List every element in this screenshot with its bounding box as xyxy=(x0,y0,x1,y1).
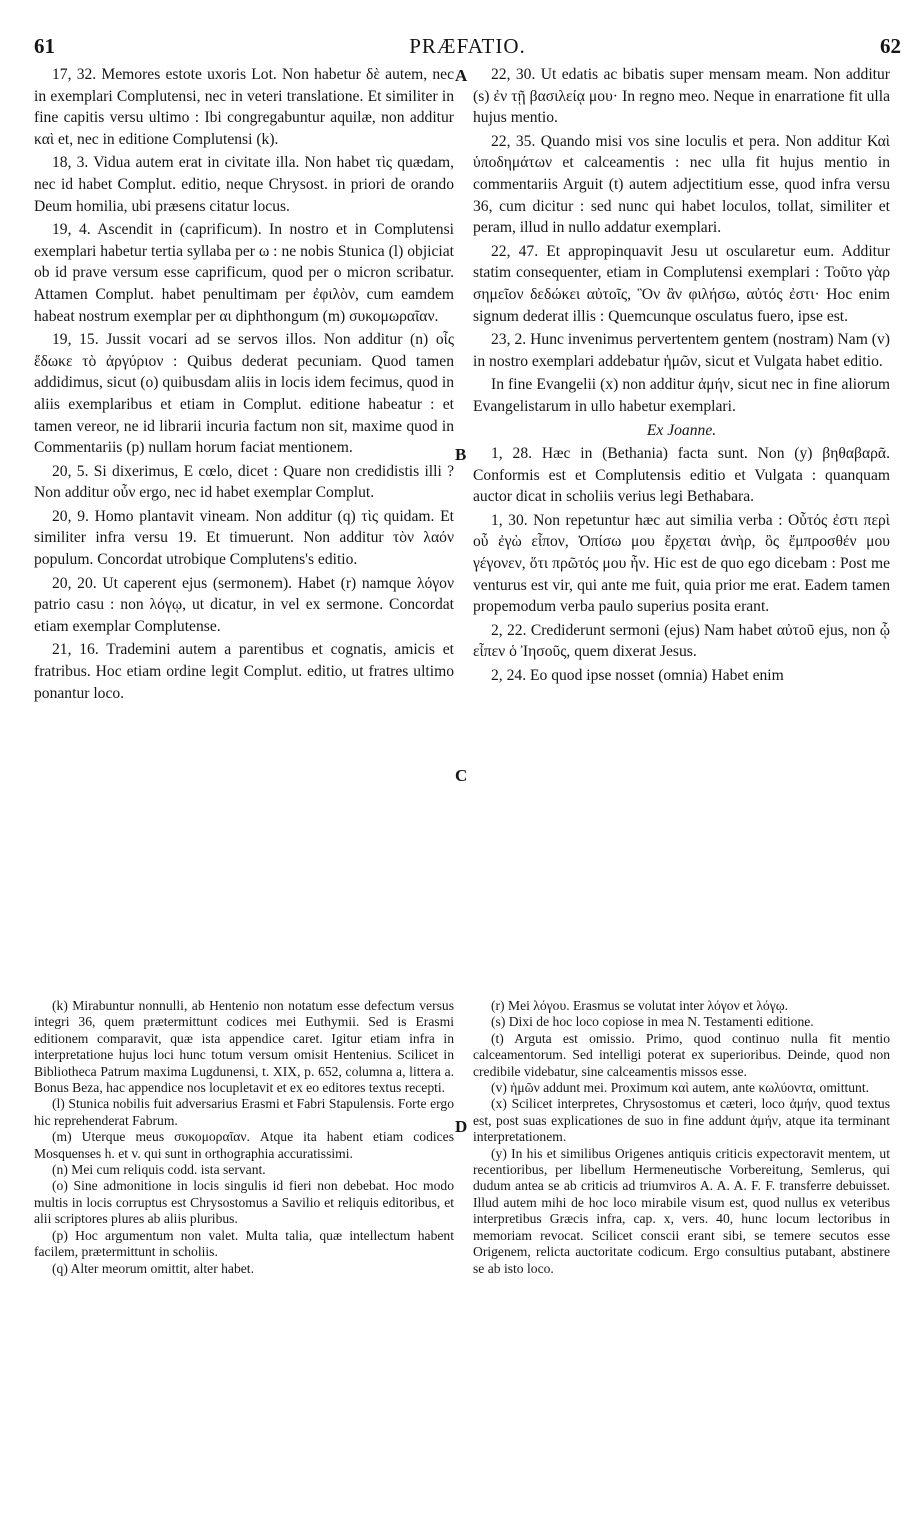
paragraph: 20, 20. Ut caperent ejus (sermonem). Habet (r) namque λόγον patrio casu : non λόγῳ, ut dicatur, in vel ex sermone. Concordat etiam exemplar Complutense. xyxy=(34,574,454,635)
footnote: (k) Mirabuntur nonnulli, ab Hentenio non notatum esse defectum versus integri 36, quem prætermittunt codices mei Euthymii. Sed is Erasmi editionem comparavit, quæ ista appendice caret. Igitur etiam infra in interpretatione hujus loci hunc totum versum omisit Hentenius. Scilicet in Bibliotheca Patrum maxima Lugdunensi, t. XIX, p. 652, columna a, littera a. Bonus Beza, hac appendice nos locupletavit et ex eo editores textus recepti. xyxy=(34,998,454,1096)
paragraph: 2, 24. Eo quod ipse nosset (omnia) Habet enim xyxy=(491,667,784,685)
paragraph: 19, 4. Ascendit in (caprificum). In nostro et in Complutensi exemplari habetur tertia syllaba per ω : ne nobis Stunica (l) objiciat ob id prave versum esse caprificum, quod per o micron scribatur. Attamen Complut. habet penultimam per ἐφιλὸν, cum eamdem habeat nostrum exemplar per αι diphthongum (m) συκομωραῖαν. xyxy=(34,221,454,325)
footnote: (p) Hoc argumentum non valet. Multa talia, quæ intellectum habent facilem, prætermittunt in scholiis. xyxy=(34,1227,454,1260)
paragraph: 22, 30. Ut edatis ac bibatis super mensam meam. Non additur (s) ἐν τῇ βασιλείᾳ μου· In regno meo. Neque in enarratione fit ulla hujus mentio. xyxy=(473,66,890,127)
paragraph: 18, 3. Vidua autem erat in civitate illa. Non habet τὶς quædam, nec id habet Complut. editio, neque Chrysost. in priori de orando Deum homilia, ubi præsens citatur locus. xyxy=(34,154,454,215)
margin-marker-a: A xyxy=(455,66,468,85)
footnotes-right-column xyxy=(473,998,890,1277)
footnote: (s) Dixi de hoc loco copiose in mea N. Testamenti editione. xyxy=(491,1014,814,1030)
main-text-left-column xyxy=(34,64,454,706)
paragraph: 22, 47. Et appropinquavit Jesu ut oscularetur eum. Additur statim consequenter, etiam in Complutensi exemplari : Τοῦτο γὰρ σημεῖον δεδώκει αὐτοῖς, Ὃν ἂν φιλήσω, αὐτός ἐστι· Hoc enim signum dederat illis : Quemcunque osculatus fuero, ipse est. xyxy=(473,242,890,325)
paragraph: 23, 2. Hunc invenimus pervertentem gentem (nostram) Nam (v) in nostro exemplari addebatur ἡμῶν, sicut et Vulgata habet editio. xyxy=(473,331,890,370)
paragraph: 17, 32. Memores estote uxoris Lot. Non habetur δὲ autem, nec in exemplari Complutensi, nec in veteri translatione. Et similiter in fine capitis versu ultimo : Ibi congregabuntur aquilæ, non additur καὶ et, nec in editione Complutensi (k). xyxy=(34,66,454,148)
margin-marker-d: D xyxy=(455,1117,468,1136)
footnote: (y) In his et similibus Origenes antiquis criticis expectoravit mentem, ut recentioribus, per libellum Hermeneutische Vorbereitung, Semlerus, qui dudum antea se ab criticis ad triumviros A. A. A. F. F. transferre debuisset. Illud autem mihi de hoc loco mirabile visum est, quod nullus ex veteribus interpretibus Græcis infra, cap. x, vers. 40, hunc locum lectoribus in memoriam revocat. Scilicet conscii erant sibi, se temere secutos esse Origenem, relicta auctoritate codicum. Ergo consultius putabant, abstinere se ab isto loco. xyxy=(473,1145,890,1276)
paragraph: 20, 5. Si dixerimus, E cœlo, dicet : Quare non credidistis illi ? Non additur οὖν ergo, nec id habet exemplar Complut. xyxy=(34,462,454,502)
footnote: (m) Uterque meus συκομοραῖαν. Atque ita habent etiam codices Mosquenses h. et v. qui sunt in orthographia accuratissimi. xyxy=(34,1129,454,1161)
footnote: (o) Sine admonitione in locis singulis id fieri non debebat. Hoc modo multis in locis corruptus est Chrysostomus a Savilio et reliquis editoribus, et alii scriptores plures ab aliis pluribus. xyxy=(34,1178,454,1227)
footnote: (l) Stunica nobilis fuit adversarius Erasmi et Fabri Stapulensis. Forte ergo hic reprehenderat Fabrum. xyxy=(34,1096,454,1128)
footnote: (r) Mei λόγου. Erasmus se volutat inter λόγον et λόγῳ. xyxy=(491,998,789,1013)
section-heading: Ex Joanne. xyxy=(646,421,717,439)
margin-marker-b: B xyxy=(455,445,467,464)
main-text-right-column xyxy=(473,64,890,689)
paragraph: 19, 15. Jussit vocari ad se servos illos. Non additur (n) οἷς ἔδωκε τὸ ἀργύριον : Quibus dederat pecuniam. Quod tamen addidimus, sicut (o) quibusdam aliis in locis idem fecimus, quod in aliis exemplaribus et etiam in Complut. editione habeatur : et tamen vereor, ne id librarii incuria factum non sit, maxime quod in Commentariis (p) nullam horum faciat mentionem. xyxy=(34,331,454,457)
paragraph: 21, 16. Trademini autem a parentibus et cognatis, amicis et fratribus. Hoc etiam ordine legit Complut. editio, ut fratres ultimo ponantur loco. xyxy=(34,641,454,702)
footnote: (n) Mei cum reliquis codd. ista servant. xyxy=(52,1162,266,1178)
footnote: (v) ἡμῶν addunt mei. Proximum καὶ autem, ante κωλύοντα, omittunt. xyxy=(491,1080,870,1096)
paragraph: In fine Evangelii (x) non additur ἀμήν, sicut nec in fine aliorum Evangelistarum in ullo habetur exemplari. xyxy=(473,376,890,415)
paragraph: 20, 9. Homo plantavit vineam. Non additur (q) τὶς quidam. Et similiter infra versu 19. Et timuerunt. Non additur τὸν λαόν populum. Concordat utrobique Complutens's editio. xyxy=(34,507,454,569)
paragraph: 1, 30. Non repetuntur hæc aut similia verba : Οὗτός ἐστι περὶ οὗ ἐγὼ εἶπον, Ὀπίσω μου ἔρχεται ἀνὴρ, ὃς ἔμπροσθέν μου γέγονεν, ὅτι πρῶτός μου ἦν. Hic est de quo ego dicebam : Post me venturus est vir, qui ante me fuit, quia prior me erat. Eadem tamen propemodum verba paulo superius posita erant. xyxy=(473,511,890,616)
paragraph: 1, 28. Hæc in (Bethania) facta sunt. Non (y) βηθαβαρᾶ. Conformis est et Complutensis editio et Vulgata : quanquam auctor dicat in scholiis verius legi Bethabara. xyxy=(473,445,890,506)
footnote: (q) Alter meorum omittit, alter habet. xyxy=(52,1260,254,1276)
page-number-left: 61 xyxy=(34,34,55,58)
footnotes-left-column xyxy=(34,998,454,1277)
paragraph: 2, 22. Crediderunt sermoni (ejus) Nam habet αὐτοῦ ejus, non ᾧ εἶπεν ὁ Ἰησοῦς, quem dixerat Jesus. xyxy=(473,621,890,661)
page-header xyxy=(34,34,901,60)
paragraph: 22, 35. Quando misi vos sine loculis et pera. Non additur Καὶ ὑποδημάτων et calceamentis : nec ulla fit hujus mentio in commentariis Arguit (t) autem adjectitium esse, quod infra versu 36, cum dicitur : sed nunc qui habet loculos, tollat, similiter et peram, illud in nullo addatur exemplari. xyxy=(473,132,890,237)
page-number-right: 62 xyxy=(880,34,901,58)
footnote: (x) Scilicet interpretes, Chrysostomus et cæteri, loco ἀμήν, quod textus est, post suas explicationes de suo in fine addunt ἀμήν, atque ita terminant interpretationem. xyxy=(473,1096,890,1145)
running-head: PRÆFATIO. xyxy=(409,34,526,58)
margin-marker-c: C xyxy=(455,766,468,785)
footnote: (t) Arguta est omissio. Primo, quod continuo nulla fit mentio calceamentorum. Sed intelligi poterat ex superioribus. Deinde, quod non credibile videbatur, sine calceamentis missos esse. xyxy=(473,1030,890,1079)
